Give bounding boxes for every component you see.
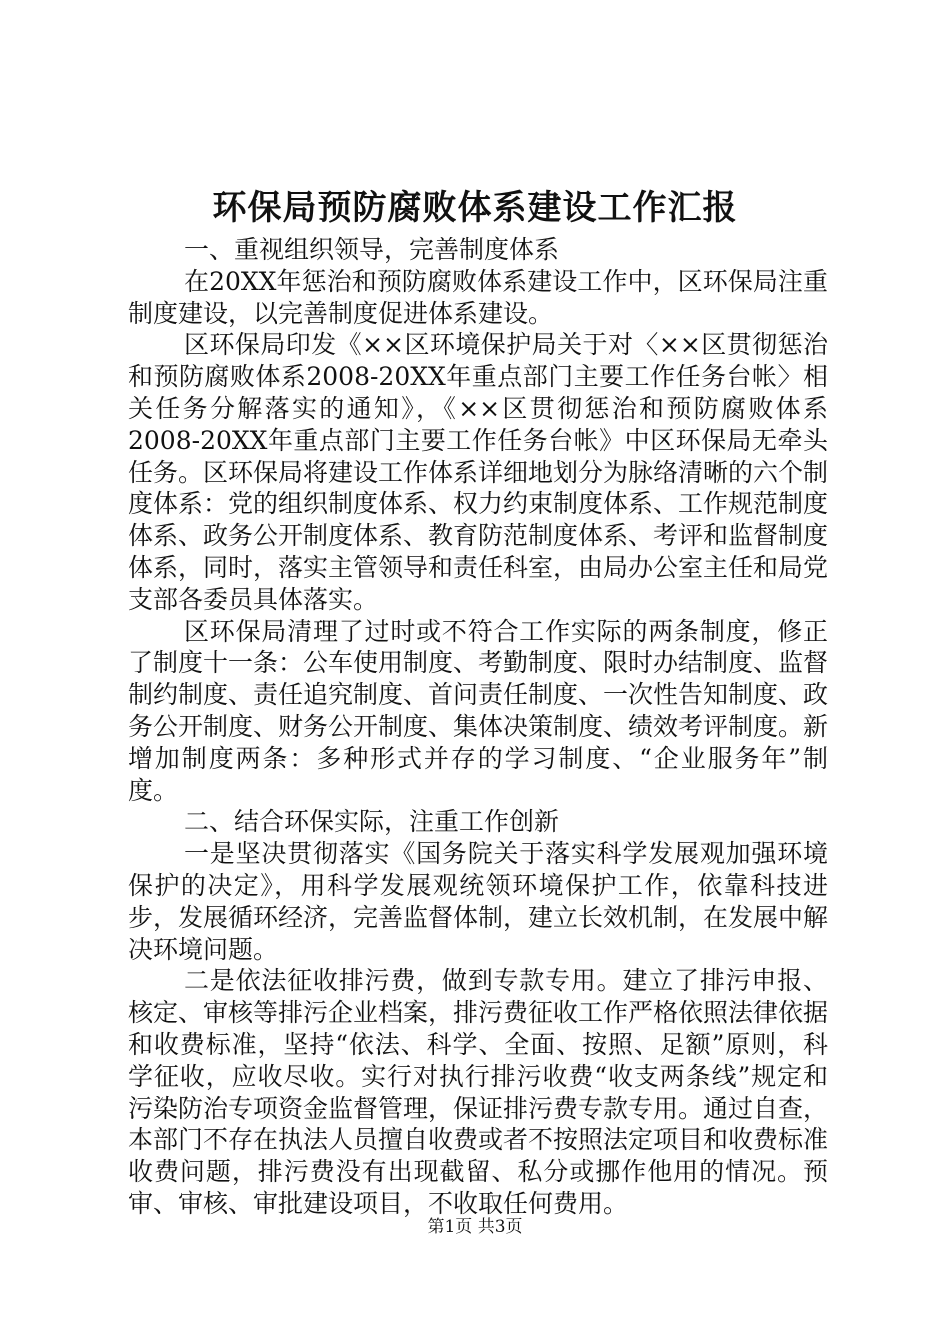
- section-heading-1: 一、重视组织领导，完善制度体系: [184, 235, 560, 264]
- paragraph: 区环保局清理了过时或不符合工作实际的两条制度，修正了制度十一条：公车使用制度、考勤制度、限时办结制度、监督制约制度、责任追究制度、首问责任制度、一次性告知制度、政务公开制度、财务公开制度、集体决策制度、绩效考评制度。新增加制度两条：多种形式并存的学习制度、“企业服务年”制度。: [128, 616, 829, 805]
- paragraph: 一是坚决贯彻落实《国务院关于落实科学发展观加强环境保护的决定》，用科学发展观统领环境保护工作，依靠科技进步，发展循环经济，完善监督体制，建立长效机制，在发展中解决环境问题。: [128, 839, 829, 964]
- document-title: 环保局预防腐败体系建设工作汇报: [212, 188, 738, 228]
- paragraph: 二是依法征收排污费，做到专款专用。建立了排污申报、核定、审核等排污企业档案，排污费征收工作严格依照法律依据和收费标准，坚持“依法、科学、全面、按照、足额”原则，科学征收，应收尽收。实行对执行排污收费“收支两条线”规定和污染防治专项资金监督管理，保证排污费专款专用。通过自查，本部门不存在执法人员擅自收费或者不按照法定项目和收费标准收费问题，排污费没有出现截留、私分或挪作他用的情况。预审、审核、审批建设项目，不收取任何费用。: [128, 966, 829, 1218]
- document-body: [128, 234, 828, 1220]
- paragraph: 在20XX年惩治和预防腐败体系建设工作中，区环保局注重制度建设，以完善制度促进体系建设。: [128, 266, 828, 328]
- section-heading-2: 二、结合环保实际，注重工作创新: [184, 807, 560, 837]
- page-footer: 第1页 共3页: [427, 1217, 523, 1237]
- paragraph: 区环保局印发《××区环境保护局关于对〈××区贯彻惩治和预防腐败体系2008-20XX年重点部门主要工作任务台帐〉相关任务分解落实的通知》，《××区贯彻惩治和预防腐败体系2008-20XX年重点部门主要工作任务台帐》中区环保局无牵头任务。区环保局将建设工作体系详细地划分为脉络清晰的六个制度体系：党的组织制度体系、权力约束制度体系、工作规范制度体系、政务公开制度体系、教育防范制度体系、考评和监督制度体系，同时，落实主管领导和责任科室，由局办公室主任和局党支部各委员具体落实。: [128, 330, 829, 614]
